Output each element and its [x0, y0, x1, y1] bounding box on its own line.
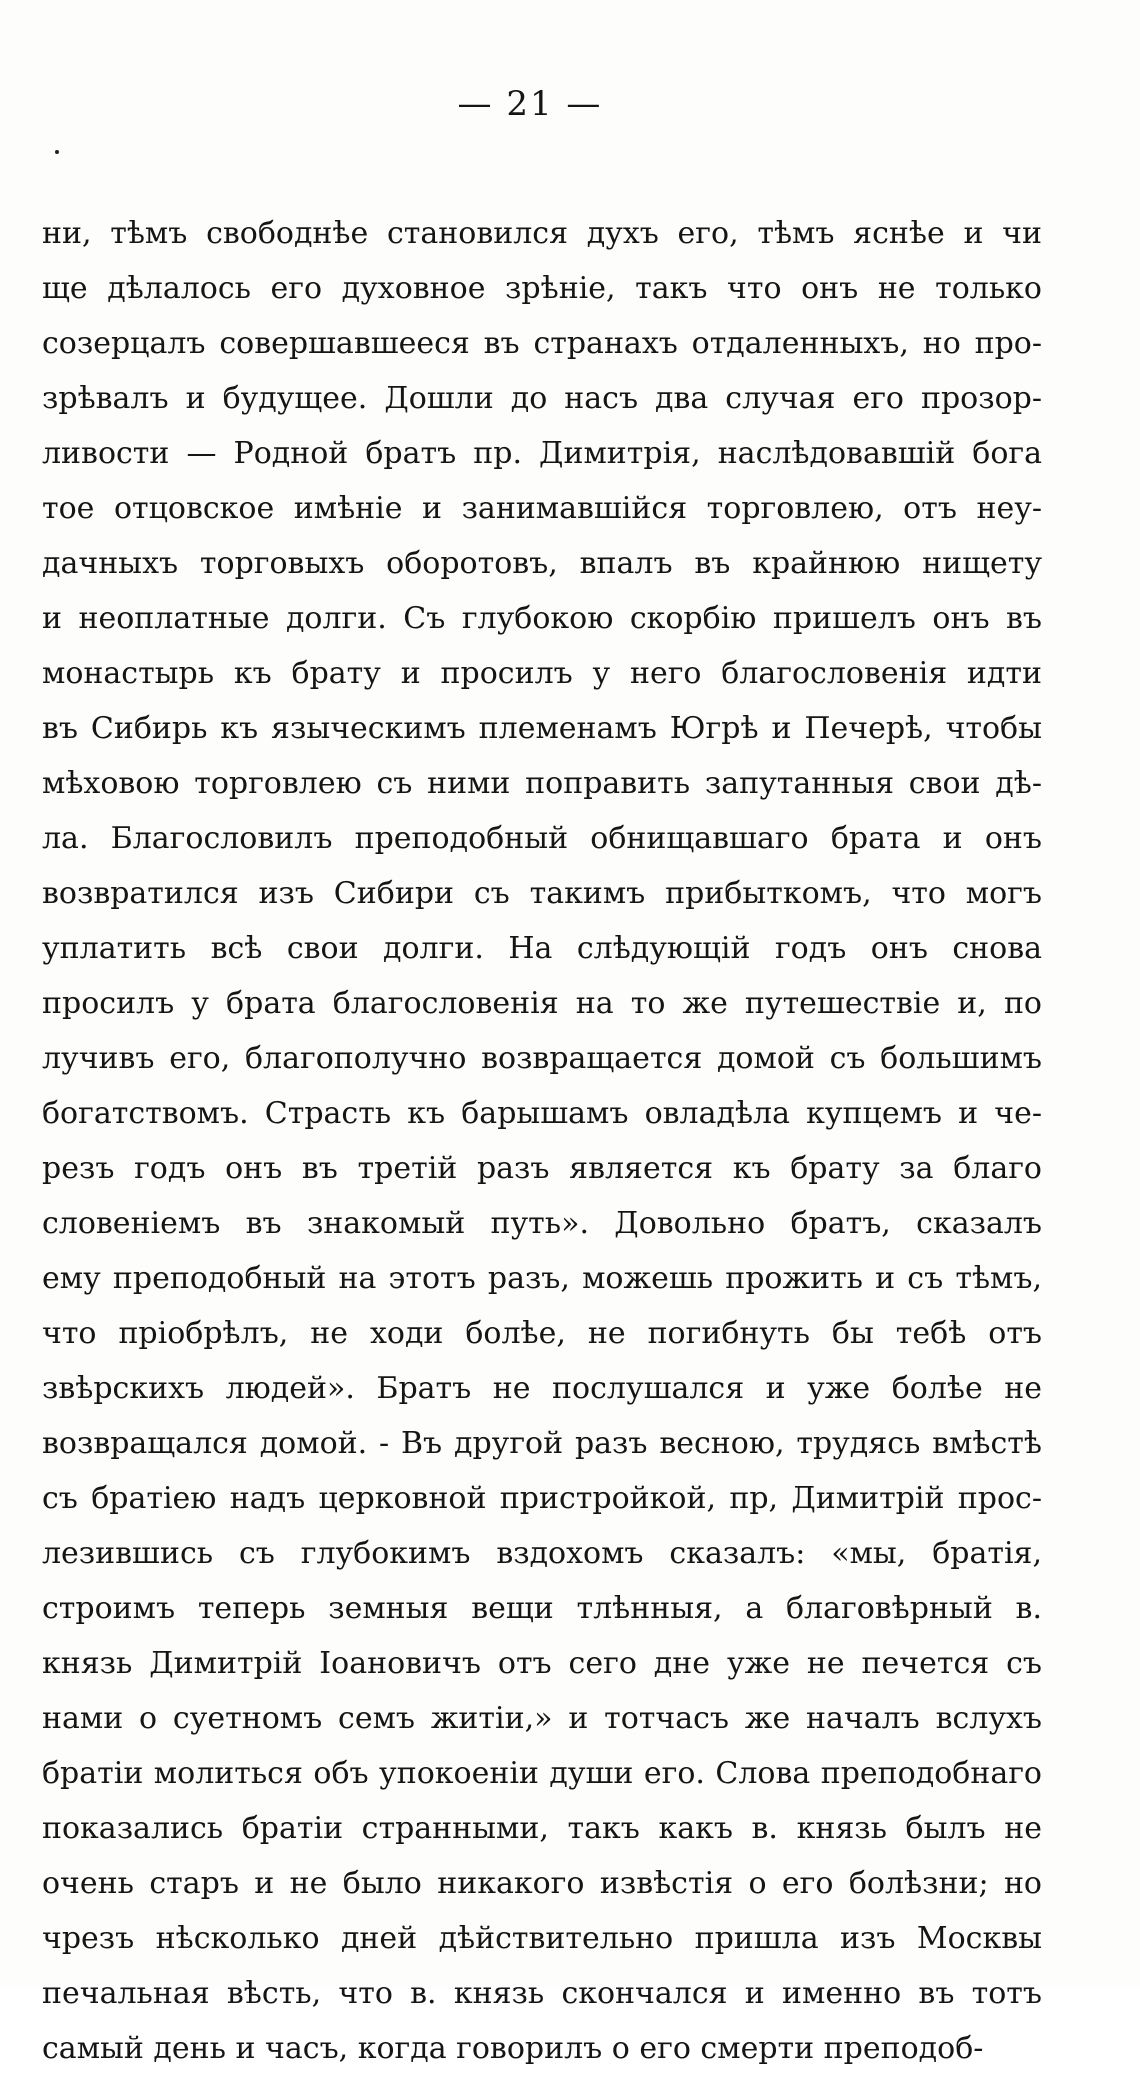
text-line: князь Димитрій Іоановичъ отъ сего дне уже не печется съ [42, 1646, 1042, 1681]
text-line: звѣрскихъ людей». Братъ не послушался и уже болѣе не [42, 1371, 1042, 1406]
text-line: уплатить всѣ свои долги. На слѣдующій годъ онъ снова [42, 931, 1042, 966]
text-line: чрезъ нѣсколько дней дѣйствительно пришла изъ Москвы [42, 1921, 1042, 1956]
ink-speck [55, 150, 59, 154]
body-text [42, 206, 1042, 2076]
text-line: ла. Благословилъ преподобный обнищавшаго брата и онъ [42, 821, 1042, 856]
text-line: монастырь къ брату и просилъ у него благословенія идти [42, 656, 1042, 691]
text-line: печальная вѣсть, что в. князь скончался и именно въ тотъ [42, 1976, 1042, 2011]
text-line: самый день и часъ, когда говорилъ о его смерти преподоб- [42, 2031, 984, 2066]
text-line: резъ годъ онъ въ третій разъ является къ брату за благо [42, 1151, 1042, 1186]
text-line: тое отцовское имѣніе и занимавшійся торговлею, отъ неу- [42, 491, 1042, 526]
text-line: братіи молиться объ упокоеніи души его. Слова преподобнаго [42, 1756, 1042, 1791]
text-line: ни, тѣмъ свободнѣе становился духъ его, тѣмъ яснѣе и чи [42, 216, 1042, 251]
text-line: въ Сибирь къ языческимъ племенамъ Югрѣ и Печерѣ, чтобы [42, 711, 1042, 746]
text-line: лезившись съ глубокимъ вздохомъ сказалъ: «мы, братія, [42, 1536, 1042, 1571]
text-line: показались братіи странными, такъ какъ в. князь былъ не [42, 1811, 1042, 1846]
page-number: — 21 — [457, 84, 603, 124]
text-line: ему преподобный на этотъ разъ, можешь прожить и съ тѣмъ, [42, 1261, 1042, 1296]
text-line: дачныхъ торговыхъ оборотовъ, впалъ въ крайнюю нищету [42, 546, 1042, 581]
text-line: нами о суетномъ семъ житіи,» и тотчасъ же началъ вслухъ [42, 1701, 1042, 1736]
text-line: просилъ у брата благословенія на то же путешествіе и, по [42, 986, 1042, 1021]
text-line: строимъ теперь земныя вещи тлѣнныя, а благовѣрный в. [42, 1591, 1042, 1626]
text-line: ще дѣлалось его духовное зрѣніе, такъ что онъ не только [42, 271, 1042, 306]
text-line: что пріобрѣлъ, не ходи болѣе, не погибнуть бы тебѣ отъ [42, 1316, 1042, 1351]
text-line: очень старъ и не было никакого извѣстія о его болѣзни; но [42, 1866, 1042, 1901]
text-line: созерцалъ совершавшееся въ странахъ отдаленныхъ, но про- [42, 326, 1042, 361]
text-line: лучивъ его, благополучно возвращается домой съ большимъ [42, 1041, 1042, 1076]
text-line: зрѣвалъ и будущее. Дошли до насъ два случая его прозор- [42, 381, 1042, 416]
text-line: возвращался домой. - Въ другой разъ весною, трудясь вмѣстѣ [42, 1426, 1042, 1461]
text-line: богатствомъ. Страсть къ барышамъ овладѣла купцемъ и че- [42, 1096, 1042, 1131]
text-line: словеніемъ въ знакомый путь». Довольно братъ, сказалъ [42, 1206, 1042, 1241]
text-line: съ братіею надъ церковной пристройкой, пр, Димитрій прос- [42, 1481, 1042, 1516]
text-line: мѣховою торговлею съ ними поправить запутанныя свои дѣ- [42, 766, 1042, 801]
text-line: и неоплатные долги. Съ глубокою скорбію пришелъ онъ въ [42, 601, 1042, 636]
text-line: возвратился изъ Сибири съ такимъ прибыткомъ, что могъ [42, 876, 1042, 911]
text-line: ливости — Родной братъ пр. Димитрія, наслѣдовавшій бога [42, 436, 1042, 471]
